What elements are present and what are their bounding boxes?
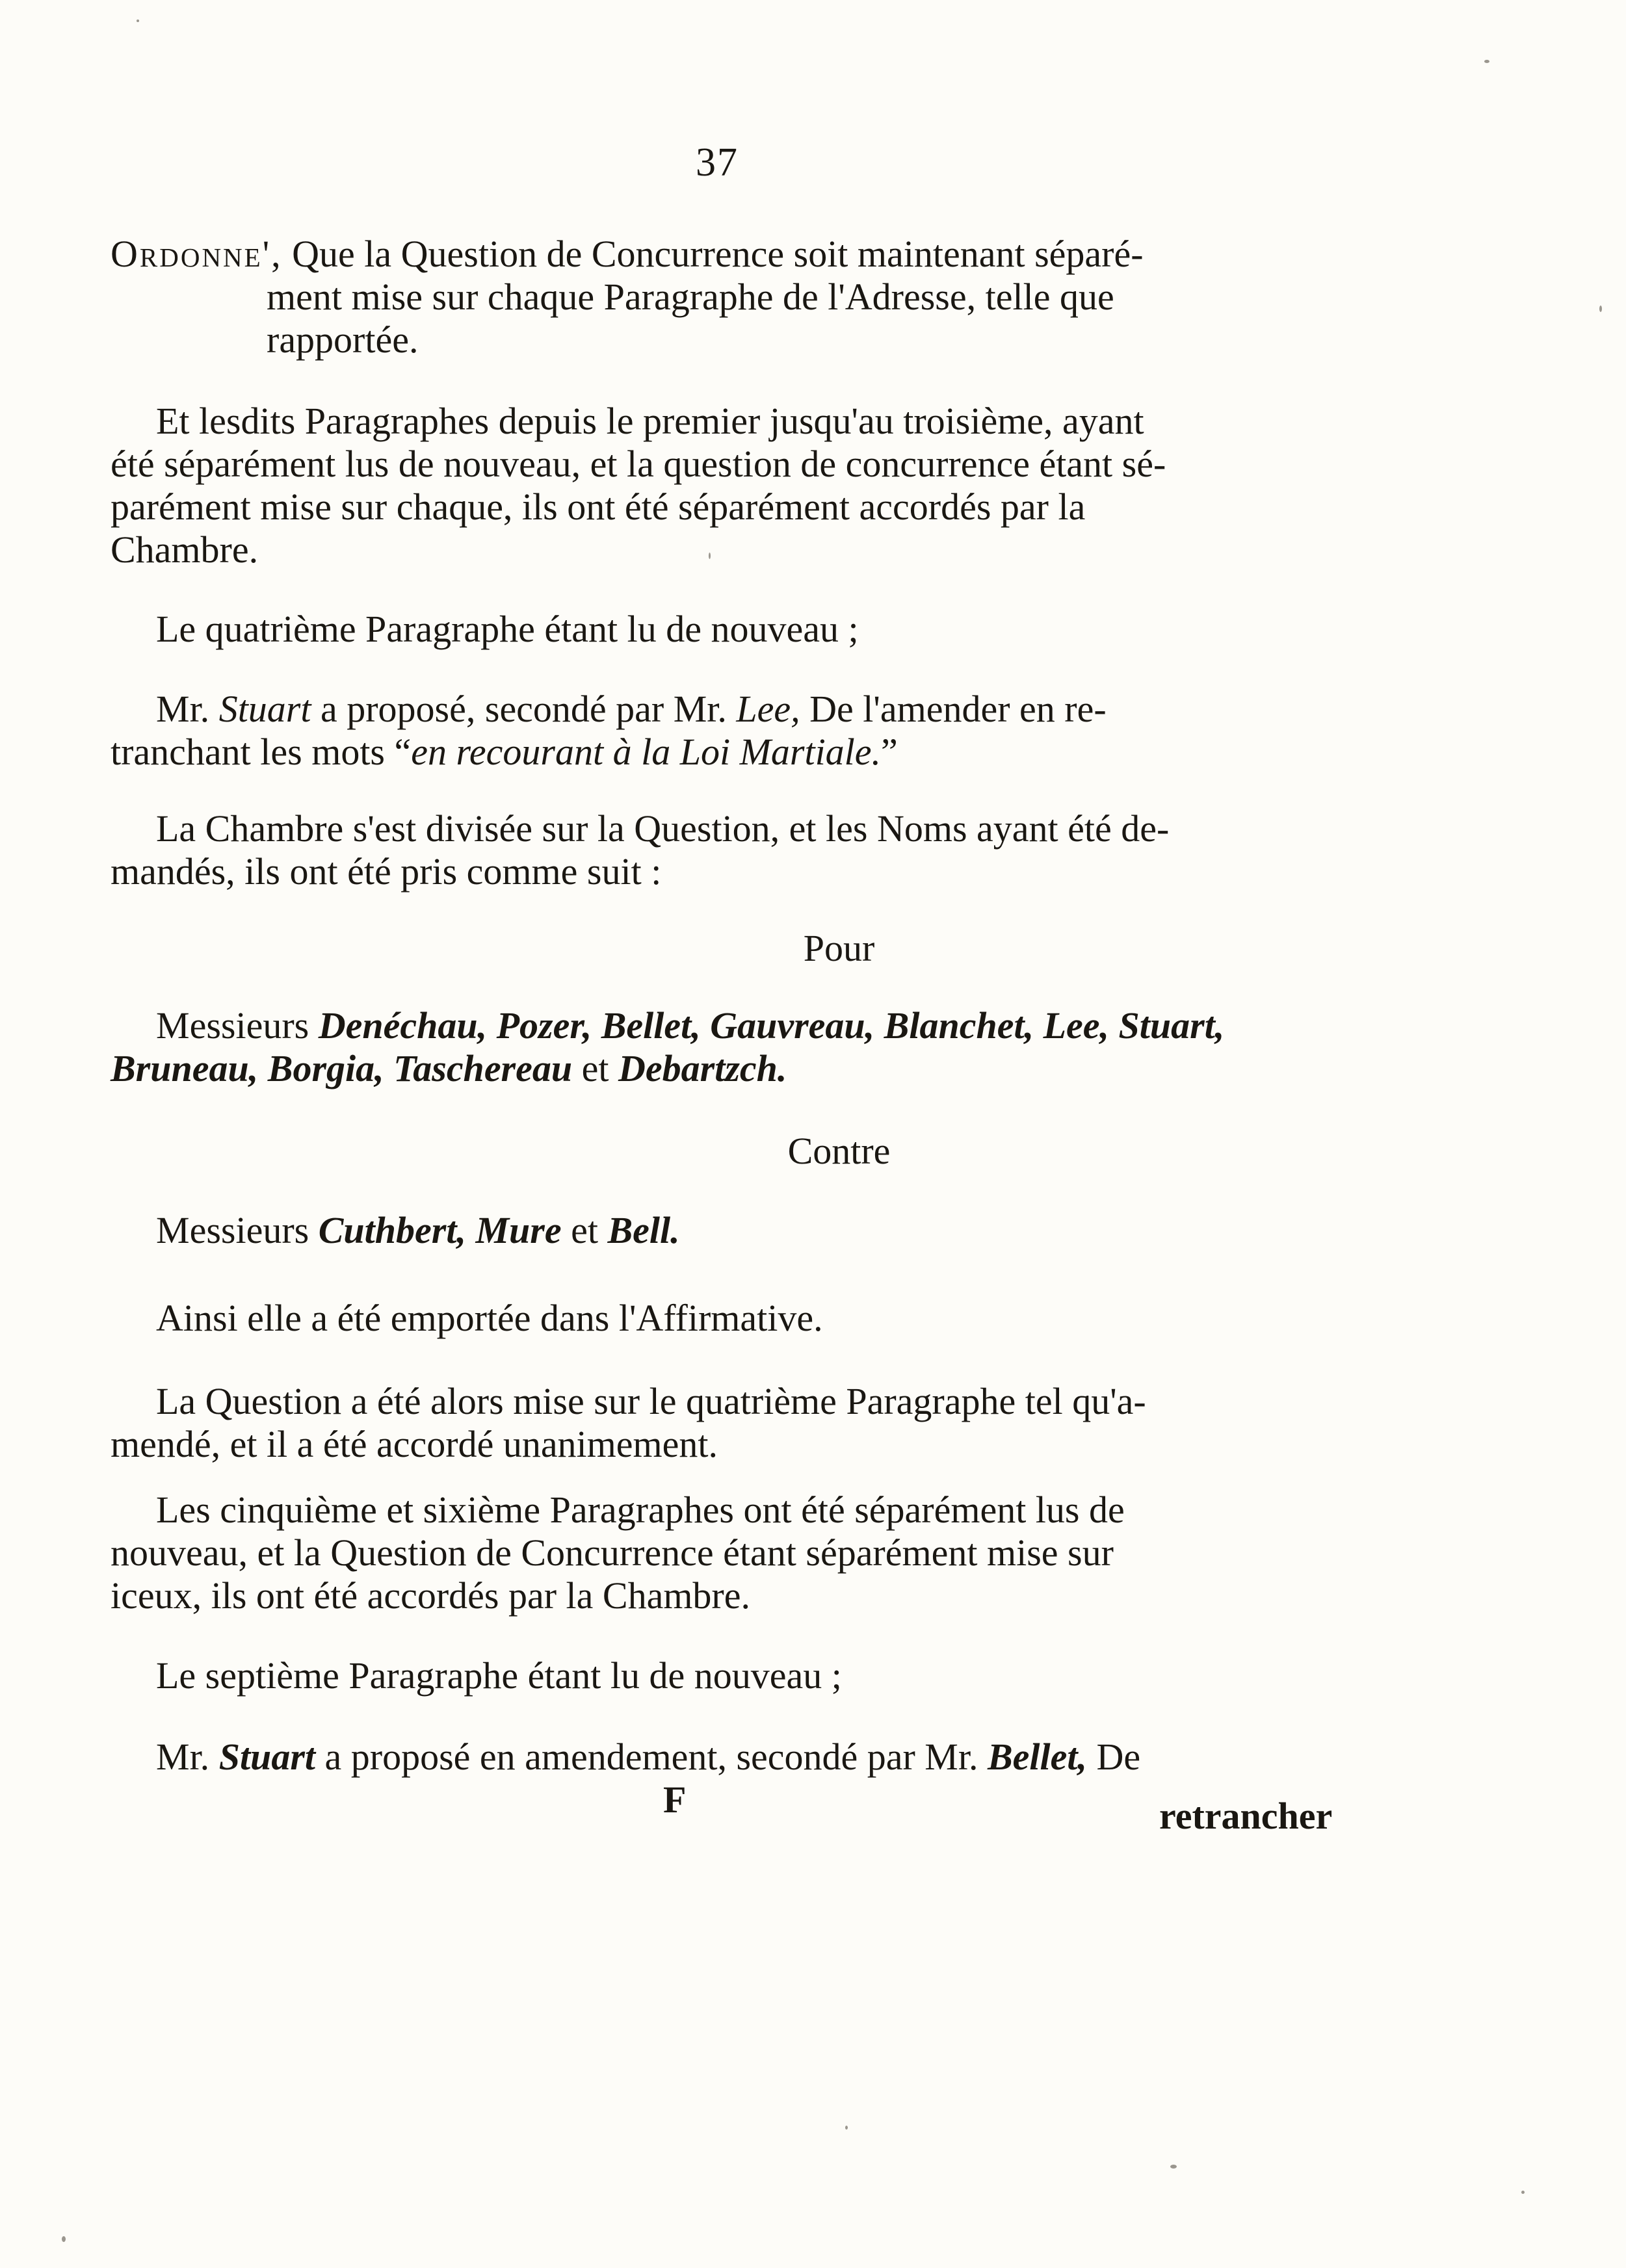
paragraph-cinquieme-sixieme (111, 1489, 1346, 1617)
scan-speck (1484, 60, 1489, 63)
text-line: La Chambre s'est divisée sur la Question, et les Noms ayant été de- (156, 807, 1170, 850)
page-number: 37 (696, 140, 739, 185)
text-line: Le quatrième Paragraphe étant lu de nouveau ; (156, 608, 859, 650)
member-name: Stuart (218, 688, 311, 730)
text-line (111, 1004, 1346, 1047)
text-span: De l'amender en re- (809, 688, 1107, 730)
paragraph-lesdits (111, 400, 1346, 571)
scan-speck (845, 2126, 848, 2130)
text-line (111, 233, 1346, 276)
text-span: De (1096, 1736, 1141, 1778)
text-line: La Question a été alors mise sur le quatrième Paragraphe tel qu'a- (156, 1380, 1146, 1422)
heading-text: Pour (803, 927, 875, 969)
text-line: parément mise sur chaque, ils ont été séparément accordés par la (111, 486, 1086, 528)
scan-speck (62, 2236, 66, 2242)
text-line: iceux, ils ont été accordés par la Chambre. (111, 1574, 750, 1617)
member-names: Cuthbert, Mure (318, 1209, 562, 1251)
scan-speck (137, 20, 139, 22)
text-line (111, 1736, 1346, 1779)
text-line: mendé, et il a été accordé unanimement. (111, 1423, 718, 1465)
paragraph-division (111, 807, 1346, 893)
heading-text: Contre (787, 1130, 891, 1172)
text-line: ment mise sur chaque Paragraphe de l'Adresse, telle que (267, 276, 1114, 318)
text-span: et (571, 1209, 598, 1251)
text-line: mandés, ils ont été pris comme suit : (111, 850, 662, 893)
catchword: retrancher (1159, 1795, 1333, 1837)
scan-speck (709, 553, 711, 559)
quoted-words: en recourant à la Loi Martiale. (411, 731, 882, 773)
member-name: Debartzch. (618, 1047, 787, 1089)
text-span: Mr. (156, 688, 210, 730)
text-line: Chambre. (111, 528, 259, 571)
paragraph-affirmative (111, 1297, 1346, 1340)
paragraph-amendement-stuart (111, 1736, 1346, 1779)
text-line (111, 1047, 1346, 1090)
paragraph-quatrieme-amende (111, 1380, 1346, 1466)
paragraph-contre-names (111, 1209, 1346, 1252)
text-span: a proposé, secondé par Mr. (321, 688, 727, 730)
text-span: Messieurs (156, 1209, 309, 1251)
member-names: Bruneau, Borgia, Taschereau (111, 1047, 573, 1089)
paragraph-motion-stuart (111, 688, 1346, 774)
text-line (111, 688, 1346, 731)
ordonne-lead: Ordonne', (111, 233, 283, 275)
heading-pour (0, 927, 1626, 970)
paragraph-ordonne (111, 233, 1346, 361)
text-line (111, 731, 1346, 774)
heading-contre (0, 1130, 1626, 1173)
text-line: Et lesdits Paragraphes depuis le premier jusqu'au troisième, ayant (156, 400, 1144, 442)
text-span: Messieurs (156, 1004, 309, 1047)
scan-speck (1521, 2191, 1525, 2194)
member-names: Denéchau, Pozer, Bellet, Gauvreau, Blanchet, Lee, Stuart, (318, 1004, 1225, 1047)
signature-mark: F (663, 1779, 687, 1821)
member-name: Bellet, (988, 1736, 1088, 1778)
text-line: nouveau, et la Question de Concurrence étant séparément mise sur (111, 1532, 1114, 1574)
paragraph-septieme (111, 1654, 1346, 1697)
scan-speck (1170, 2165, 1177, 2169)
member-name: Bell. (607, 1209, 680, 1251)
paragraph-pour-names (111, 1004, 1346, 1090)
text-span: a proposé en amendement, secondé par Mr. (324, 1736, 978, 1778)
text-span: et (581, 1047, 609, 1089)
text-span: tranchant les mots “ (111, 731, 412, 773)
member-name: Stuart (218, 1736, 316, 1778)
text-span: Que la Question de Concurrence soit maintenant séparé- (292, 233, 1144, 275)
text-span: ” (881, 731, 898, 773)
text-line: Le septième Paragraphe étant lu de nouveau ; (156, 1654, 842, 1697)
text-line (111, 1209, 1346, 1252)
scan-speck (1599, 306, 1602, 312)
text-line: été séparément lus de nouveau, et la question de concurrence étant sé- (111, 443, 1166, 485)
text-line: Les cinquième et sixième Paragraphes ont été séparément lus de (156, 1489, 1125, 1531)
member-name: Lee, (736, 688, 800, 730)
text-line: rapportée. (267, 319, 419, 361)
text-span: Mr. (156, 1736, 210, 1778)
paragraph-quatrieme (111, 608, 1346, 651)
text-line: Ainsi elle a été emportée dans l'Affirmative. (156, 1297, 823, 1339)
